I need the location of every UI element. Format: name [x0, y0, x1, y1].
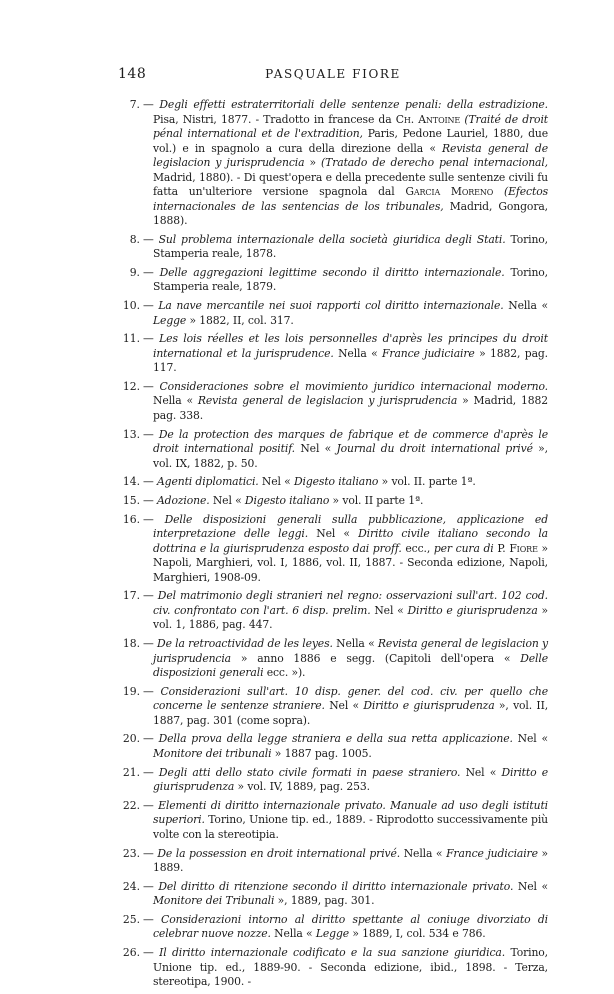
entry-number: 26. [122, 946, 140, 960]
bibliography-entry [118, 637, 548, 681]
entry-number: 11. [122, 332, 140, 346]
entry-text: — Elementi di diritto internazionale privato. Manuale ad uso degli istituti superiori. Torino, Unione tip. ed., 1889. - Riprodotto successivamente più volte con la stereotipia. [143, 798, 548, 841]
bibliography-entry [118, 494, 548, 509]
bibliography-entry [118, 799, 548, 843]
entry-number: 24. [122, 879, 140, 893]
entry-number: 7. [129, 98, 140, 111]
entry-text: — Il diritto internazionale codificato e la sua sanzione giuridica. Torino, Unione tip. ed., 1889-90. - Seconda edizione, ibid., 1898. - Terza, stereotipa, 1900. - [143, 946, 548, 989]
bibliography-entry [118, 946, 548, 990]
entry-number: 9. [129, 265, 140, 279]
entry-number: 19. [122, 684, 140, 698]
bibliography-entry [118, 266, 548, 295]
bibliography-entry [118, 589, 548, 633]
bibliography-list [118, 98, 548, 994]
bibliography-entry [118, 98, 548, 229]
entry-text: — Sul problema internazionale della società giuridica degli Stati. Torino, Stamperia reale, 1878. [143, 232, 548, 261]
entry-number: 16. [122, 512, 140, 526]
bibliography-entry [118, 766, 548, 795]
bibliography-entry [118, 380, 548, 424]
entry-text: — De la possession en droit international privé. Nella « France judiciaire » 1889. [143, 846, 548, 874]
entry-text: — Delle aggregazioni legittime secondo il diritto internazionale. Torino, Stamperia reale, 1879. [143, 265, 548, 294]
running-head: PASQUALE FIORE [265, 67, 401, 81]
entry-number: 12. [122, 379, 140, 393]
entry-number: 20. [122, 732, 140, 746]
entry-text: — Delle disposizioni generali sulla pubblicazione, applicazione ed interpretazione delle leggi. Nel « Diritto civile italiano secondo la dottrina e la giurisprudenza esposto dai proff. ecc., per cura di P. Fiore » Napoli, Marghieri, vol. I, 1886, vol. II, 1887. - Seconda edizione, Napoli, Marghieri, 1908-09. [143, 512, 548, 584]
entry-text: — Agenti diplomatici. Nel « Digesto italiano » vol. II. parte 1ª. [143, 475, 476, 489]
page-number: 148 [118, 66, 147, 82]
entry-number: 23. [122, 846, 140, 860]
entry-number: 13. [122, 427, 140, 441]
bibliography-entry [118, 475, 548, 490]
entry-text: — La nave mercantile nei suoi rapporti col diritto internazionale. Nella « Legge » 1882, II, col. 317. [143, 299, 548, 327]
entry-text: — Della prova della legge straniera e della sua retta applicazione. Nel « Monitore dei tribunali » 1887 pag. 1005. [143, 732, 549, 760]
entry-number: 21. [122, 765, 140, 779]
entry-number: 15. [122, 494, 140, 507]
entry-text: — De la retroactividad de les leyes. Nella « Revista general de legislacion y jurisprudencia » anno 1886 e segg. (Capitoli dell'opera « Delle disposizioni generali ecc. »). [143, 637, 548, 680]
entry-number: 10. [122, 299, 140, 313]
bibliography-entry [118, 847, 548, 876]
entry-number: 17. [122, 589, 140, 603]
entry-text: — Consideraciones sobre el movimiento juridico internacional moderno. Nella « Revista general de legislacion y jurisprudencia » Madrid, 1882 pag. 338. [143, 379, 548, 422]
page-header [118, 66, 548, 84]
entry-number: 14. [122, 475, 140, 489]
bibliography-entry [118, 685, 548, 729]
entry-text: — Adozione. Nel « Digesto italiano » vol. II parte 1ª. [143, 494, 424, 507]
entry-text: — Considerazioni sull'art. 10 disp. gener. del cod. civ. per quello che concerne le sentenze straniere. Nel « Diritto e giurisprudenza », vol. II, 1887, pag. 301 (come sopra). [143, 684, 549, 727]
bibliography-entry [118, 913, 548, 942]
entry-text: — Les lois réelles et les lois personnelles d'après les principes du droit international et la jurisprudence. Nella « France judiciaire » 1882, pag. 117. [143, 332, 548, 375]
entry-text: — Del diritto di ritenzione secondo il diritto internazionale privato. Nel « Monitore dei Tribunali », 1889, pag. 301. [143, 879, 549, 908]
entry-text: — Degli effetti estraterritoriali delle sentenze penali: della estradizione. Pisa, Nistri, 1877. - Tradotto in francese da Ch. Antoine (Traité de droit pénal international et de l'extradition, Paris, Pedone Lauriel, 1880, due vol.) e in spagnolo a cura della direzione della « Revista general de legislacion y jurisprudencia » (Tratado de derecho penal internacional, Madrid, 1880). - Di quest'opera e della precedente sulle sentenze civili fu fatta un'ulteriore versione spagnola dal Garcia Moreno (Efectos internacionales de las sentencias de los tribunales, Madrid, Gongora, 1888). [143, 98, 548, 227]
entry-number: 18. [122, 637, 140, 651]
bibliography-entry [118, 332, 548, 376]
bibliography-entry [118, 880, 548, 909]
entry-number: 8. [129, 232, 140, 246]
bibliography-entry [118, 299, 548, 328]
entry-text: — Del matrimonio degli stranieri nel regno: osservazioni sull'art. 102 cod. civ. confrontato con l'art. 6 disp. prelim. Nel « Diritto e giurisprudenza » vol. 1, 1886, pag. 447. [143, 589, 548, 632]
bibliography-entry [118, 428, 548, 472]
bibliography-entry [118, 513, 548, 586]
entry-text: — Degli atti dello stato civile formati in paese straniero. Nel « Diritto e giurisprudenza » vol. IV, 1889, pag. 253. [143, 765, 548, 794]
entry-text: — Considerazioni intorno al diritto spettante al coniuge divorziato di celebrar nuove nozze. Nella « Legge » 1889, I, col. 534 e 786. [143, 912, 548, 941]
entry-number: 25. [122, 912, 140, 926]
bibliography-entry [118, 732, 548, 761]
entry-text: — De la protection des marques de fabrique et de commerce d'après le droit international positif. Nel « Journal du droit international privé », vol. IX, 1882, p. 50. [143, 427, 548, 470]
bibliography-entry [118, 233, 548, 262]
entry-number: 22. [122, 798, 140, 812]
